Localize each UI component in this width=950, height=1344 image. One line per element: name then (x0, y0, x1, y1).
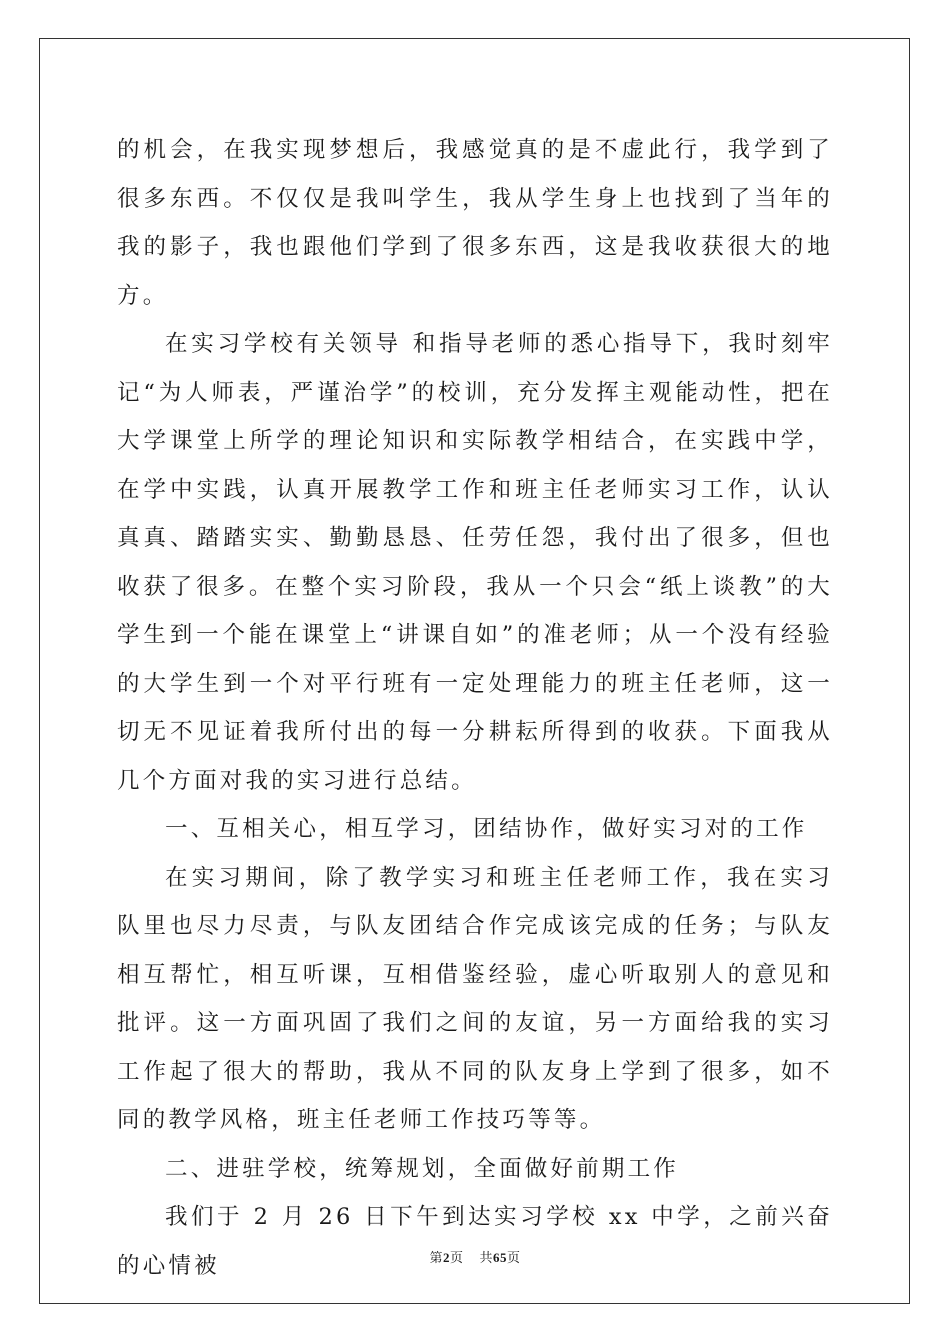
page-number: 2 (442, 1250, 450, 1265)
paragraph: 在实习学校有关领导 和指导老师的悉心指导下，我时刻牢记“为人师表，严谨治学”的校训，充分发挥主观能动性，把在大学课堂上所学的理论知识和实际教学相结合，在实践中学，在学中实践，认真开展教学工作和班主任老师实习工作，认认真真、踏踏实实、勤勤恳恳、任劳任怨，我付出了很多，但也收获了很多。在整个实习阶段，我从一个只会“纸上谈教”的大学生到一个能在课堂上“讲课自如”的准老师；从一个没有经验的大学生到一个对平行班有一定处理能力的班主任老师，这一切无不见证着我所付出的每一分耕耘所得到的收获。下面我从几个方面对我的实习进行总结。 (117, 331, 833, 794)
total-pages: 65 (493, 1250, 508, 1265)
total-suffix: 页 (507, 1251, 521, 1266)
paragraph: 的机会，在我实现梦想后，我感觉真的是不虚此行，我学到了很多东西。不仅仅是我叫学生，我从学生身上也找到了当年的我的影子，我也跟他们学到了很多东西，这是我收获很大的地方。 (117, 137, 833, 309)
page-footer (0, 1247, 950, 1266)
total-prefix: 共 (479, 1251, 494, 1266)
page-suffix: 页 (449, 1251, 464, 1266)
section-heading: 一、互相关心，相互学习，团结协作，做好实习对的工作 (165, 816, 808, 842)
document-body (117, 126, 833, 1290)
paragraph: 我们于 2 月 26 日下午到达实习学校 xx 中学，之前兴奋的心情被 (117, 1204, 833, 1279)
page-prefix: 第 (429, 1251, 443, 1266)
section-heading: 二、进驻学校，统筹规划，全面做好前期工作 (165, 1155, 680, 1182)
paragraph: 在实习期间，除了教学实习和班主任老师工作，我在实习队里也尽力尽责，与队友团结合作完成该完成的任务；与队友相互帮忙，相互听课，互相借鉴经验，虚心听取别人的意见和批评。这一方面巩固了我们之间的友谊，另一方面给我的实习工作起了很大的帮助，我从不同的队友身上学到了很多，如不同的教学风格，班主任老师工作技巧等等。 (117, 864, 833, 1133)
